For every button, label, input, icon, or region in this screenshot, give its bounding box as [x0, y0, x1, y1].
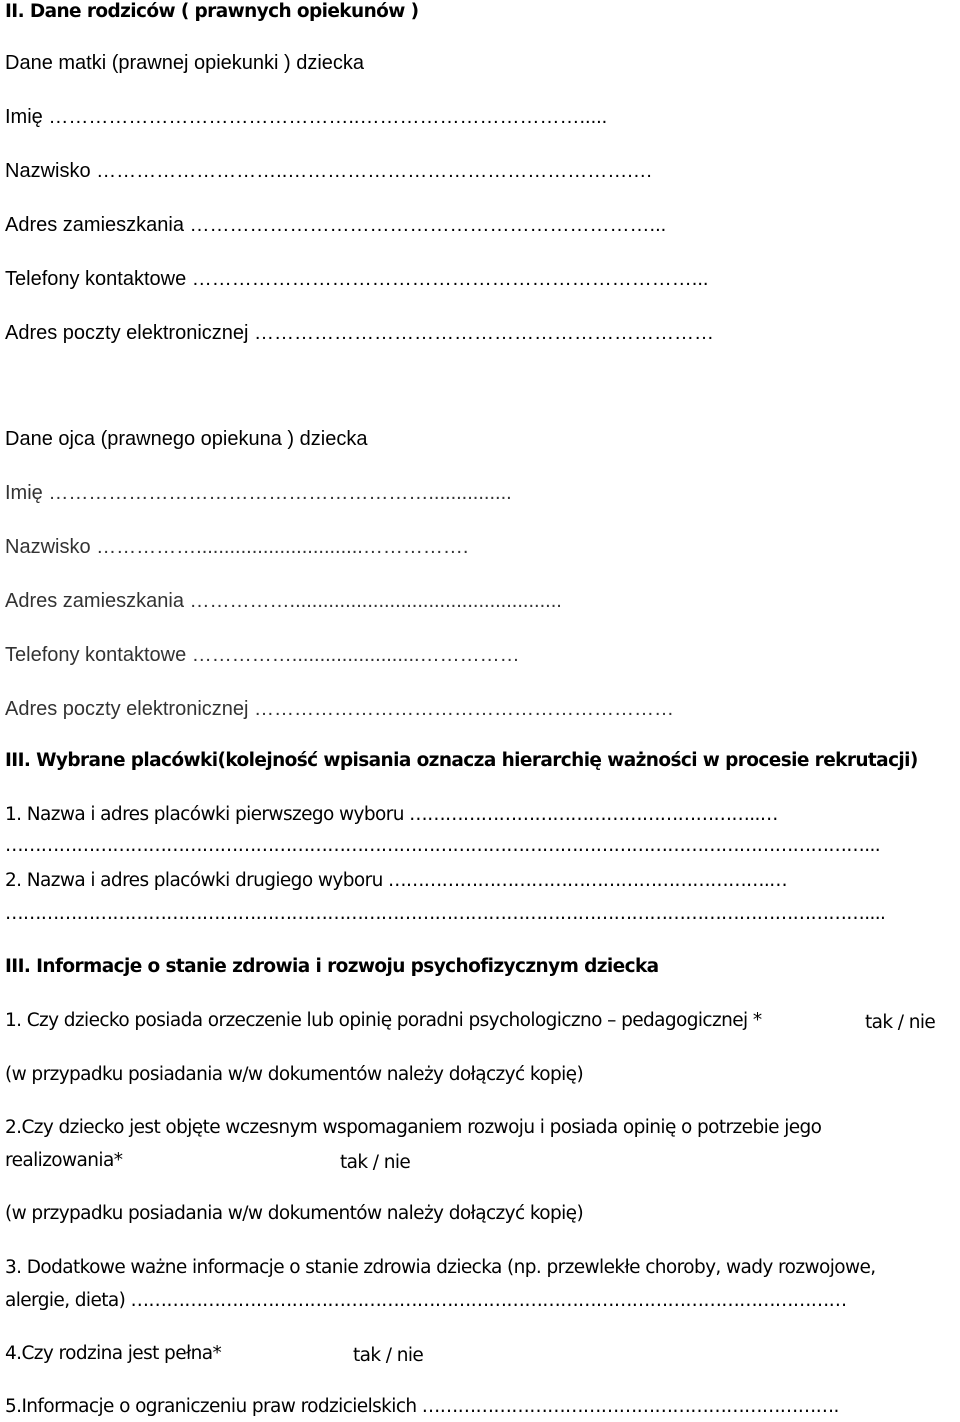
father-first-name-field[interactable]: [5, 483, 512, 503]
first-choice-field[interactable]: [5, 806, 778, 825]
field-label: Adres poczty elektronicznej: [5, 322, 255, 344]
field-label: Nazwisko: [5, 160, 97, 182]
second-choice-field[interactable]: [5, 872, 787, 891]
field-label: Nazwisko: [5, 536, 97, 558]
first-choice-continuation[interactable]: ………………………………………………………………………………………………………………………………...: [5, 835, 881, 856]
mother-phone-field[interactable]: [5, 269, 708, 289]
question-4: 4.Czy rodzina jest pełna*: [5, 1343, 222, 1364]
fill-in-dots: …………….................................................: [189, 590, 562, 612]
field-label: Adres zamieszkania: [5, 214, 190, 236]
field-label: Adres poczty elektronicznej: [5, 698, 255, 720]
fill-in-dots: ………………………………………………………: [254, 698, 675, 720]
fill-in-dots: ………………………..…………………………………………….…: [96, 160, 653, 182]
question-3-field[interactable]: [5, 1292, 847, 1311]
father-phone-field[interactable]: [5, 645, 520, 665]
field-label: 2. Nazwa i adres placówki drugiego wyboru: [5, 870, 388, 891]
question-2-answer[interactable]: tak / nie: [340, 1152, 411, 1173]
mother-heading: Dane matki (prawnej opiekunki ) dziecka: [5, 52, 365, 74]
fill-in-dots: …………………………………………………...............: [48, 482, 512, 504]
question-3-line-1: 3. Dodatkowe ważne informacje o stanie zdrowia dziecka (np. przewlekłe choroby, wady rozwojowe,: [5, 1257, 876, 1278]
field-label: alergie, dieta): [5, 1290, 131, 1311]
field-label: Imię: [5, 106, 49, 128]
question-2-line-1: 2.Czy dziecko jest objęte wczesnym wspomaganiem rozwoju i posiada opinię o potrzebie jego: [5, 1117, 822, 1138]
field-label: Adres zamieszkania: [5, 590, 190, 612]
question-2-line-2: realizowania*: [5, 1150, 123, 1171]
fill-in-dots: ……………………………………………………………: [254, 322, 715, 344]
field-label: Telefony kontaktowe: [5, 644, 192, 666]
mother-first-name-field[interactable]: [5, 107, 607, 127]
fill-in-dots: …………….......................……………: [191, 644, 520, 666]
question-5-field[interactable]: [5, 1398, 839, 1417]
fill-in-dots: ……………………………………………………………...: [189, 214, 667, 236]
fill-in-dots: ………………………………………..…………………………….....: [48, 106, 608, 128]
field-label: Telefony kontaktowe: [5, 268, 192, 290]
question-1-answer[interactable]: tak / nie: [865, 1012, 936, 1033]
fill-in-dots: …………………………………………………..…: [409, 804, 778, 825]
fill-in-dots: ……………………………………………………….…: [387, 870, 788, 891]
question-1-note: (w przypadku posiadania w/w dokumentów należy dołączyć kopię): [5, 1064, 584, 1085]
mother-last-name-field[interactable]: [5, 161, 653, 181]
field-label: Imię: [5, 482, 49, 504]
father-address-field[interactable]: [5, 591, 562, 611]
question-2-note: (w przypadku posiadania w/w dokumentów należy dołączyć kopię): [5, 1203, 584, 1224]
question-1: 1. Czy dziecko posiada orzeczenie lub opinię poradni psychologiczno – pedagogicznej *: [5, 1010, 762, 1031]
fill-in-dots: …………………………………………………………….: [421, 1396, 839, 1417]
field-label: 1. Nazwa i adres placówki pierwszego wyboru: [5, 804, 410, 825]
mother-address-field[interactable]: [5, 215, 666, 235]
father-email-field[interactable]: [5, 699, 674, 719]
fill-in-dots: …………………………………………………………………...: [191, 268, 709, 290]
section-3-schools-title: III. Wybrane placówki(kolejność wpisania oznacza hierarchię ważności w procesie rekrutacji): [5, 750, 918, 771]
question-4-answer[interactable]: tak / nie: [353, 1345, 424, 1366]
field-label: 5.Informacje o ograniczeniu praw rodzicielskich: [5, 1396, 422, 1417]
father-heading: Dane ojca (prawnego opiekuna ) dziecka: [5, 428, 368, 450]
father-last-name-field[interactable]: [5, 537, 468, 557]
section-2-title: II. Dane rodziców ( prawnych opiekunów ): [5, 1, 419, 22]
fill-in-dots: …………………………………………………………………………………………………………: [130, 1290, 847, 1311]
fill-in-dots: ……………..............................…………….: [96, 536, 469, 558]
mother-email-field[interactable]: [5, 323, 714, 343]
section-3-health-title: III. Informacje o stanie zdrowia i rozwoju psychofizycznym dziecka: [5, 956, 659, 977]
second-choice-continuation[interactable]: ………………………………………………………………………………………………………………………………....: [5, 903, 886, 924]
